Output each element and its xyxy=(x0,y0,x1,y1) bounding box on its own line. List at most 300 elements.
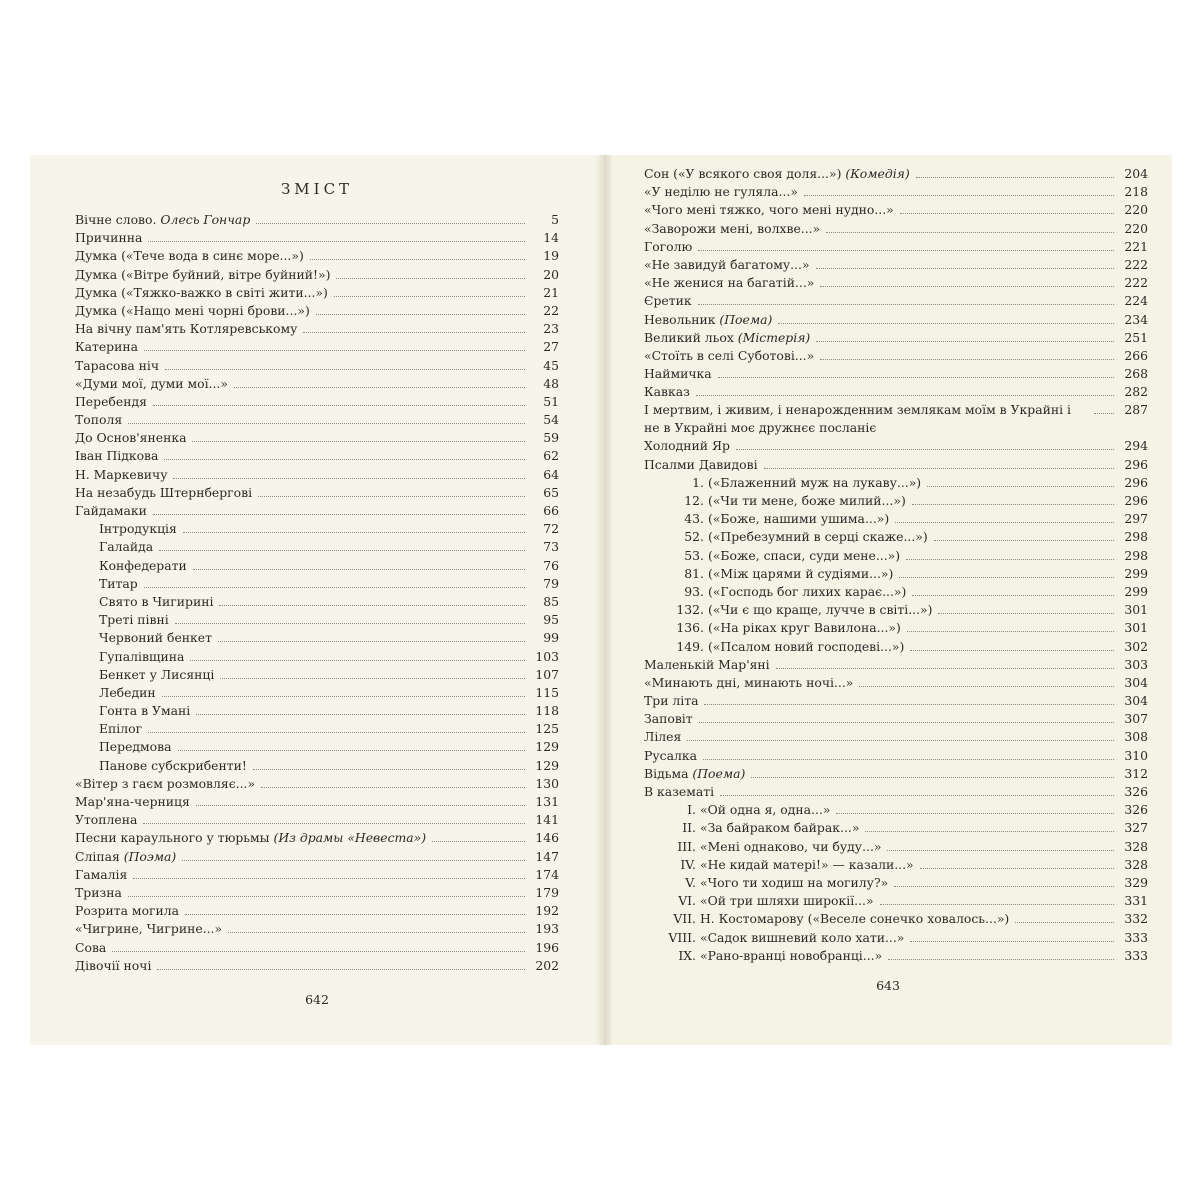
dot-leader xyxy=(938,613,1114,614)
dot-leader xyxy=(192,441,525,442)
toc-entry-title xyxy=(644,220,820,238)
toc-entry xyxy=(75,666,559,684)
dot-leader xyxy=(895,522,1114,523)
toc-entry xyxy=(644,437,1148,455)
toc-entry xyxy=(644,220,1148,238)
dot-leader xyxy=(148,732,525,733)
toc-entry xyxy=(644,256,1148,274)
toc-entry-page: 328 xyxy=(1124,838,1148,854)
dot-leader xyxy=(894,886,1114,887)
dot-leader xyxy=(698,304,1114,305)
toc-entry-page: 234 xyxy=(1124,311,1148,327)
toc-entry-title xyxy=(674,619,901,637)
dot-leader xyxy=(934,540,1114,541)
toc-entry-title xyxy=(75,429,186,447)
toc-entry-text: («Блаженний муж на лукаву...») xyxy=(708,474,922,490)
toc-entry-text: Утоплена xyxy=(75,812,138,828)
toc-entry xyxy=(75,611,559,629)
dot-leader xyxy=(303,332,525,333)
toc-entry-text: Думка («Нащо мені чорні брови...») xyxy=(75,302,310,318)
dot-leader xyxy=(144,350,525,351)
toc-entry-title xyxy=(99,611,169,629)
toc-entry xyxy=(75,338,559,356)
toc-list-left xyxy=(75,211,559,975)
toc-entry-text: Гонта в Умані xyxy=(99,703,191,719)
toc-entry xyxy=(644,819,1148,837)
dot-leader xyxy=(234,387,525,388)
toc-entry-title xyxy=(75,393,147,411)
toc-entry-title xyxy=(644,692,698,710)
toc-entry-text: Епілог xyxy=(99,721,143,737)
toc-entry-text: На вічну пам'ять Котляревському xyxy=(75,321,298,337)
page-number-right: 643 xyxy=(876,978,900,993)
toc-entry-page: 308 xyxy=(1124,729,1148,745)
right-page xyxy=(604,155,1172,1045)
toc-entry-title xyxy=(644,201,894,219)
toc-entry-number: 53. xyxy=(684,547,704,563)
toc-entry xyxy=(75,720,559,738)
toc-entry xyxy=(644,765,1148,783)
toc-entry-text: Галайда xyxy=(99,539,154,555)
toc-entry-text: Передмова xyxy=(99,739,172,755)
dot-leader xyxy=(916,177,1114,178)
toc-entry-title xyxy=(644,183,798,201)
toc-entry-page: 332 xyxy=(1124,911,1148,927)
dot-leader xyxy=(178,750,526,751)
toc-entry-title xyxy=(644,783,714,801)
dot-leader xyxy=(334,296,525,297)
toc-entry-title xyxy=(75,447,158,465)
dot-leader xyxy=(927,486,1114,487)
toc-entry-note: (Поэма) xyxy=(123,848,177,864)
toc-entry-number: VIII. xyxy=(668,929,696,945)
toc-entry xyxy=(644,311,1148,329)
toc-entry-number: IX. xyxy=(678,947,696,963)
dot-leader xyxy=(888,959,1114,960)
toc-entry-page: 202 xyxy=(535,957,559,973)
toc-entry-number: 52. xyxy=(684,529,704,545)
dot-leader xyxy=(153,514,525,515)
toc-entry-title xyxy=(75,902,179,920)
left-page xyxy=(30,155,604,1045)
toc-entry-page: 14 xyxy=(543,230,559,246)
toc-entry-title xyxy=(75,284,328,302)
toc-entry-page: 59 xyxy=(543,430,559,446)
toc-entry xyxy=(644,183,1148,201)
dot-leader xyxy=(190,660,525,661)
dot-leader xyxy=(816,341,1114,342)
toc-entry-text: «За байраком байрак...» xyxy=(700,820,860,836)
toc-entry-text: Кавказ xyxy=(644,384,690,400)
dot-leader xyxy=(718,377,1114,378)
toc-entry-page: 222 xyxy=(1124,275,1148,291)
toc-entry-title xyxy=(674,601,932,619)
toc-entry-text: Наймичка xyxy=(644,366,712,382)
toc-entry-title xyxy=(666,801,830,819)
toc-entry xyxy=(75,829,559,847)
toc-entry-note: (Из драмы «Невеста») xyxy=(273,830,427,846)
toc-entry xyxy=(644,892,1148,910)
toc-entry-text: («Чи є що краще, лучче в світі...») xyxy=(708,602,933,618)
toc-entry xyxy=(75,902,559,920)
toc-entry xyxy=(75,466,559,484)
dot-leader xyxy=(859,686,1114,687)
toc-entry-title xyxy=(644,728,681,746)
toc-entry-number: 1. xyxy=(692,474,704,490)
toc-entry-text: Лілея xyxy=(644,729,682,745)
toc-entry-title xyxy=(75,920,222,938)
dot-leader xyxy=(778,323,1114,324)
toc-entry-title xyxy=(75,829,426,847)
toc-entry-text: «Стоїть в селі Суботові...» xyxy=(644,347,815,363)
toc-entry xyxy=(75,593,559,611)
toc-entry-text: Сліпая xyxy=(75,848,120,864)
toc-entry-page: 48 xyxy=(543,375,559,391)
toc-entry-text: («Чи ти мене, боже милий...») xyxy=(708,493,906,508)
toc-entry-page: 179 xyxy=(535,884,559,900)
toc-entry-page: 204 xyxy=(1124,166,1148,181)
dot-leader xyxy=(336,278,525,279)
toc-entry-page: 327 xyxy=(1124,820,1148,836)
dot-leader xyxy=(887,850,1114,851)
toc-entry-page: 297 xyxy=(1124,511,1148,527)
dot-leader xyxy=(912,595,1114,596)
toc-entry xyxy=(75,393,559,411)
toc-entry-title xyxy=(99,666,214,684)
toc-entry-page: 307 xyxy=(1124,711,1148,727)
toc-entry-page: 326 xyxy=(1124,802,1148,818)
toc-entry xyxy=(75,320,559,338)
toc-entry xyxy=(644,710,1148,728)
toc-entry-text: «Ой три шляхи широкії...» xyxy=(700,893,874,909)
dot-leader xyxy=(912,504,1114,505)
toc-entry-number: 132. xyxy=(676,602,704,618)
toc-entry xyxy=(644,747,1148,765)
toc-entry xyxy=(644,383,1148,401)
dot-leader xyxy=(164,459,525,460)
toc-entry-text: «Не завидуй багатому...» xyxy=(644,256,810,272)
toc-entry-text: Вічне слово. xyxy=(75,212,157,227)
dot-leader xyxy=(899,577,1114,578)
toc-list-right xyxy=(644,165,1148,965)
toc-entry xyxy=(75,520,559,538)
toc-entry-title xyxy=(644,238,692,256)
toc-entry-title xyxy=(75,211,250,229)
toc-entry-text: «Чигрине, Чигрине...» xyxy=(75,921,223,937)
toc-entry xyxy=(75,957,559,975)
toc-entry xyxy=(644,401,1148,437)
toc-entry-text: «Садок вишневий коло хати...» xyxy=(700,929,905,945)
toc-entry-text: («Боже, спаси, суди мене...») xyxy=(708,547,901,563)
toc-entry-title xyxy=(644,256,810,274)
toc-entry-page: 129 xyxy=(535,757,559,773)
toc-entry xyxy=(644,492,1148,510)
toc-entry-text: («Між царями й судіями...») xyxy=(708,565,894,581)
toc-entry-page: 221 xyxy=(1124,238,1148,254)
dot-leader xyxy=(128,423,525,424)
dot-leader xyxy=(687,740,1114,741)
toc-entry xyxy=(75,284,559,302)
toc-entry-page: 294 xyxy=(1124,438,1148,454)
toc-entry-title xyxy=(674,547,900,565)
toc-entry-page: 301 xyxy=(1124,602,1148,618)
toc-entry-title xyxy=(674,528,928,546)
dot-leader xyxy=(1015,922,1114,923)
toc-entry-page: 19 xyxy=(543,248,559,264)
dot-leader xyxy=(153,405,525,406)
toc-entry-text: Три літа xyxy=(644,693,699,709)
toc-entry-page: 62 xyxy=(543,448,559,464)
toc-entry-page: 333 xyxy=(1124,929,1148,945)
toc-entry xyxy=(644,692,1148,710)
toc-entry-title xyxy=(644,292,692,310)
toc-entry-page: 73 xyxy=(543,539,559,555)
toc-entry xyxy=(644,547,1148,565)
toc-entry-page: 95 xyxy=(543,612,559,628)
toc-entry-title xyxy=(99,757,247,775)
toc-entry-text: Треті півні xyxy=(99,612,169,628)
toc-entry-title xyxy=(75,484,252,502)
toc-entry xyxy=(75,357,559,375)
dot-leader xyxy=(310,259,525,260)
toc-entry-page: 333 xyxy=(1124,947,1148,963)
toc-entry-text: «Минають дні, минають ночі...» xyxy=(644,674,854,690)
dot-leader xyxy=(144,587,525,588)
toc-entry xyxy=(644,674,1148,692)
toc-entry-page: 129 xyxy=(535,739,559,755)
toc-entry-page: 76 xyxy=(543,557,559,573)
toc-entry-title xyxy=(75,229,142,247)
toc-entry xyxy=(75,411,559,429)
toc-entry-note: (Містерія) xyxy=(737,329,811,345)
toc-entry xyxy=(644,947,1148,965)
toc-entry-title xyxy=(99,538,153,556)
toc-entry xyxy=(75,538,559,556)
toc-entry xyxy=(644,910,1148,928)
toc-entry xyxy=(75,702,559,720)
toc-entry-text: Гупалівщина xyxy=(99,648,185,664)
dot-leader xyxy=(906,559,1114,560)
toc-entry-title xyxy=(75,793,190,811)
toc-entry xyxy=(644,347,1148,365)
toc-entry-title xyxy=(75,247,304,265)
toc-entry xyxy=(75,920,559,938)
toc-entry-text: Сова xyxy=(75,939,107,955)
toc-entry-page: 51 xyxy=(543,393,559,409)
toc-entry-number: 149. xyxy=(676,638,704,654)
toc-entry xyxy=(644,801,1148,819)
toc-entry xyxy=(75,302,559,320)
toc-entry-title xyxy=(644,437,730,455)
toc-entry-page: 147 xyxy=(535,848,559,864)
toc-entry-text: «У неділю не гуляла...» xyxy=(644,184,798,200)
toc-entry-page: 192 xyxy=(535,903,559,919)
toc-entry-number: II. xyxy=(682,820,696,836)
toc-entry-title xyxy=(666,819,859,837)
toc-entry-page: 326 xyxy=(1124,784,1148,799)
toc-entry-page: 299 xyxy=(1124,565,1148,581)
toc-entry-title xyxy=(644,383,690,401)
toc-entry-text: «Не кидай матері!» — казали...» xyxy=(700,856,914,872)
toc-entry-text: Іван Підкова xyxy=(75,448,159,464)
toc-entry-title xyxy=(75,811,137,829)
toc-entry-page: 23 xyxy=(543,321,559,337)
toc-entry-title xyxy=(99,684,156,702)
toc-entry-page: 5 xyxy=(551,212,559,227)
dot-leader xyxy=(159,550,525,551)
toc-entry xyxy=(644,365,1148,383)
toc-entry-page: 304 xyxy=(1124,693,1148,709)
dot-leader xyxy=(910,941,1114,942)
toc-entry-title xyxy=(644,311,772,329)
toc-entry-title xyxy=(99,575,138,593)
toc-entry-page: 220 xyxy=(1124,220,1148,236)
toc-entry-title xyxy=(75,302,310,320)
dot-leader xyxy=(162,696,525,697)
toc-entry-title xyxy=(644,765,745,783)
toc-entry-title xyxy=(644,401,1088,437)
dot-leader xyxy=(865,831,1114,832)
toc-entry-title xyxy=(674,638,904,656)
toc-entry-text: «Думи мої, думи мої...» xyxy=(75,375,228,391)
toc-entry-number: 12. xyxy=(684,493,704,508)
dot-leader xyxy=(148,241,525,242)
dot-leader xyxy=(698,250,1114,251)
toc-entry-title xyxy=(99,520,177,538)
dot-leader xyxy=(720,795,1114,796)
toc-entry-page: 174 xyxy=(535,866,559,882)
toc-entry-page: 85 xyxy=(543,593,559,609)
toc-entry-page: 65 xyxy=(543,484,559,500)
toc-entry xyxy=(644,565,1148,583)
toc-entry xyxy=(644,201,1148,219)
toc-entry-page: 115 xyxy=(535,684,559,700)
dot-leader xyxy=(253,769,525,770)
toc-entry-number: III. xyxy=(677,838,696,854)
toc-entry-text: Заповіт xyxy=(644,711,693,727)
dot-leader xyxy=(704,704,1114,705)
dot-leader xyxy=(816,268,1114,269)
dot-leader xyxy=(764,468,1114,469)
toc-entry-text: Дівочії ночі xyxy=(75,957,152,973)
toc-entry-title xyxy=(666,892,874,910)
toc-entry-text: «Рано-вранці новобранці...» xyxy=(700,947,883,963)
dot-leader xyxy=(804,195,1114,196)
toc-entry-page: 296 xyxy=(1124,474,1148,490)
toc-entry-title xyxy=(99,738,172,756)
toc-entry-page: 79 xyxy=(543,575,559,591)
toc-entry xyxy=(75,557,559,575)
toc-entry-title xyxy=(644,456,758,474)
toc-entry-page: 299 xyxy=(1124,583,1148,599)
toc-entry-title xyxy=(644,329,810,347)
toc-entry-title xyxy=(666,838,881,856)
dot-leader xyxy=(220,678,525,679)
toc-entry-number: I. xyxy=(687,802,696,818)
toc-entry-page: 54 xyxy=(543,412,559,428)
toc-entry xyxy=(75,229,559,247)
toc-entry-title xyxy=(644,656,770,674)
toc-entry-text: Невольник xyxy=(644,311,716,327)
toc-entry-text: Великий льох xyxy=(644,329,734,345)
toc-entry-text: («Господь бог лихих карає...») xyxy=(708,583,907,599)
toc-entry-page: 218 xyxy=(1124,184,1148,200)
toc-entry-page: 66 xyxy=(543,503,559,518)
toc-entry-title xyxy=(99,720,142,738)
toc-entry-page: 220 xyxy=(1124,202,1148,218)
dot-leader xyxy=(228,932,525,933)
toc-entry xyxy=(644,329,1148,347)
toc-entry-number: VI. xyxy=(678,893,696,909)
toc-entry-page: 310 xyxy=(1124,747,1148,763)
toc-entry xyxy=(644,874,1148,892)
toc-entry xyxy=(75,629,559,647)
toc-entry xyxy=(75,648,559,666)
book-gutter xyxy=(596,155,612,1045)
toc-entry-title xyxy=(75,338,138,356)
toc-entry-number: VII. xyxy=(673,911,696,927)
toc-entry-title xyxy=(75,502,147,520)
toc-entry-page: 302 xyxy=(1124,638,1148,654)
toc-entry-title xyxy=(644,710,693,728)
toc-entry-title xyxy=(644,274,814,292)
toc-entry-text: До Основ'яненка xyxy=(75,430,187,446)
toc-entry-page: 301 xyxy=(1124,620,1148,636)
toc-entry-number: 136. xyxy=(676,620,704,636)
toc-entry-number: 81. xyxy=(684,565,704,581)
dot-leader xyxy=(699,722,1114,723)
dot-leader xyxy=(736,449,1114,450)
dot-leader xyxy=(185,914,525,915)
toc-entry-title xyxy=(666,947,882,965)
toc-entry xyxy=(75,484,559,502)
toc-entry-title xyxy=(99,702,190,720)
toc-entry-text: Н. Маркевичу xyxy=(75,466,168,482)
toc-entry-author: Олесь Гончар xyxy=(160,212,251,227)
toc-entry-text: Червоний бенкет xyxy=(99,630,212,646)
toc-entry-text: Тарасова ніч xyxy=(75,357,160,373)
toc-entry-text: Сон («У всякого своя доля...») xyxy=(644,166,842,181)
toc-entry xyxy=(644,601,1148,619)
toc-entry-note: (Поема) xyxy=(692,765,746,781)
toc-entry-page: 125 xyxy=(535,721,559,737)
toc-entry xyxy=(644,274,1148,292)
toc-entry-page: 282 xyxy=(1124,384,1148,400)
toc-entry xyxy=(75,793,559,811)
toc-entry-page: 298 xyxy=(1124,547,1148,563)
toc-entry-text: («Пребезумний в серці скаже...») xyxy=(708,529,928,545)
dot-leader xyxy=(703,759,1114,760)
toc-entry-text: Псалми Давидові xyxy=(644,456,758,472)
toc-entry xyxy=(75,502,559,520)
toc-entry xyxy=(644,165,1148,183)
toc-entry-number: 93. xyxy=(684,583,704,599)
dot-leader xyxy=(133,878,525,879)
dot-leader xyxy=(196,805,525,806)
toc-entry-title xyxy=(99,629,212,647)
toc-entry-title xyxy=(75,957,151,975)
toc-entry-page: 103 xyxy=(535,648,559,664)
toc-entry-title xyxy=(666,874,888,892)
toc-entry-page: 27 xyxy=(543,339,559,355)
toc-entry-title xyxy=(75,320,297,338)
toc-entry-title xyxy=(75,884,122,902)
toc-entry-page: 331 xyxy=(1124,893,1148,909)
toc-entry-page: 22 xyxy=(543,302,559,318)
toc-entry-title xyxy=(99,648,184,666)
dot-leader xyxy=(128,896,525,897)
dot-leader xyxy=(183,532,525,533)
